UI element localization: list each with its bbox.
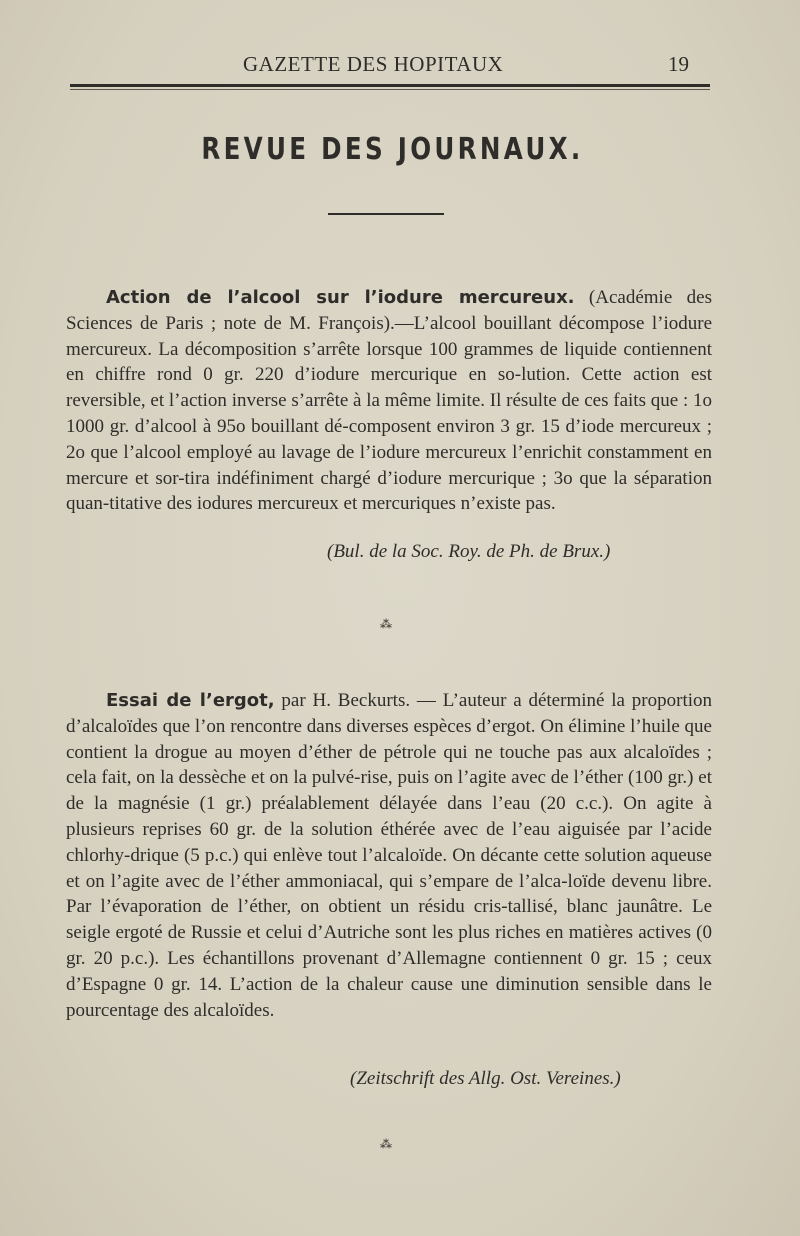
- article-heading: Action de l’alcool sur l’iodure mercureux.: [106, 287, 575, 308]
- journal-name: GAZETTE DES HOPITAUX: [243, 52, 504, 76]
- article-body: par H. Beckurts. — L’auteur a déterminé la proportion d’alcaloïdes que l’on rencontre dans diverses espèces d’ergot. On élimine l’huile que contient la drogue au moyen d’éther de pétrole qui ne touche pas aux alcaloïdes ; cela fait, on la dessèche et on la pulvé-rise, puis on l’agite avec de l’éther (100 gr.) et de la magnésie (1 gr.) préalablement délayée dans l’eau (20 c.c.). On agite à plusieurs reprises 60 gr. de la solution éthérée avec de l’eau aiguisée par l’acide chlorhy-drique (5 p.c.) qui enlève tout l’alcaloïde. On décante cette solution aqueuse et on l’agite avec de l’éther ammoniacal, qui s’empare de l’alca-loïde devenu libre. Par l’évaporation de l’éther, on obtient un résidu cris-tallisé, blanc jaunâtre. Le seigle ergoté de Russie et celui d’Autriche sont les plus riches en matières actives (0 gr. 20 p.c.). Les échantillons provenant d’Allemagne contiennent 0 gr. 15 ; ceux d’Espagne 0 gr. 14. L’action de la chaleur cause une diminution sensible dans le pourcentage des alcaloïdes.: [66, 690, 713, 1021]
- article-essai-ergot: [66, 688, 712, 1023]
- article-body: (Académie des Sciences de Paris ; note de M. François).—L’alcool bouillant décompose l’iodure mercureux. La décomposition s’arrête lorsque 100 grammes de liquide contiennent en chiffre rond 0 gr. 220 d’iodure mercurique en so-lution. Cette action est reversible, et l’action inverse s’arrête à la même limite. Il résulte de ces faits que : 1o 1000 gr. d’alcool à 95o bouillant dé-composent environ 3 gr. 15 d’iode mercureux ; 2o que l’alcool employé au lavage de l’iodure mercureux l’enrichit constamment en mercure et sor-tira indéfiniment chargé d’iodure mercurique ; 3o que la séparation quan-titative des iodures mercureux et mercuriques n’existe pas.: [66, 287, 712, 515]
- article-heading: Essai de l’ergot,: [106, 690, 275, 711]
- article-source: (Bul. de la Soc. Roy. de Ph. de Brux.): [327, 541, 611, 562]
- asterism-glyph: ⁂: [380, 1137, 392, 1151]
- header-rule: [70, 84, 710, 87]
- asterism-divider: [366, 617, 406, 631]
- running-head: [0, 52, 800, 82]
- article-alcool-iodure: [66, 285, 712, 517]
- header-rule-thin: [70, 89, 710, 90]
- asterism-divider: [366, 1137, 406, 1151]
- page-number: 19: [668, 52, 689, 76]
- section-title: REVUE DES JOURNAUX.: [201, 132, 584, 167]
- title-rule: [328, 213, 444, 215]
- article-source: (Zeitschrift des Allg. Ost. Vereines.): [350, 1068, 621, 1089]
- asterism-glyph: ⁂: [380, 617, 392, 631]
